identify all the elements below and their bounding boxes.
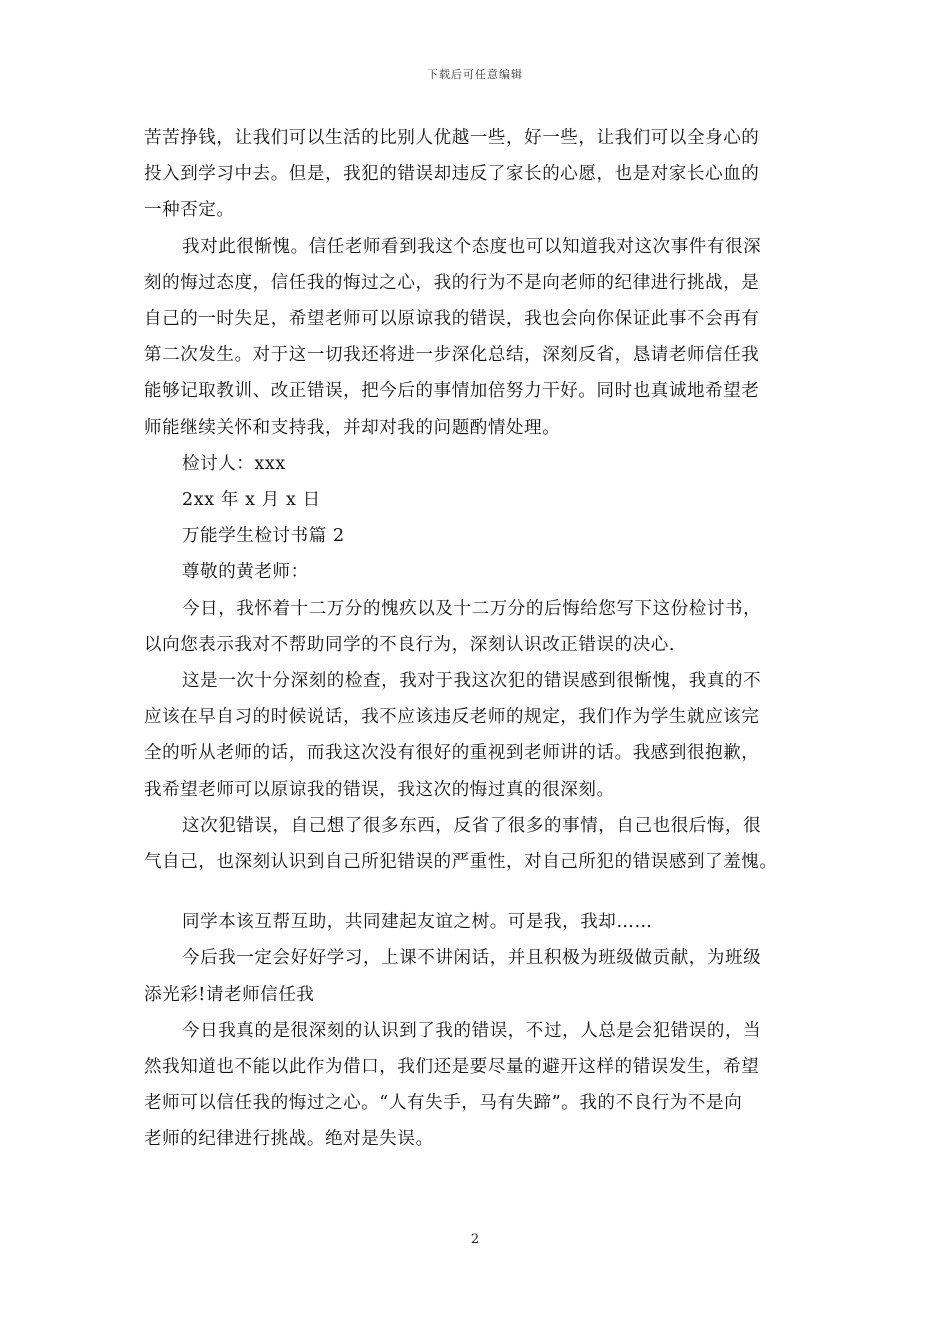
paragraph-4: 这是一次十分深刻的检查，我对于我这次犯的错误感到很惭愧，我真的不 应该在早自习的时候说话，我不应该违反老师的规定，我们作为学生就应该完 全的听从老师的话，而我这次没有很好的重视到老师讲的话。我感到很抱歉， 我希望老师可以原谅我的错误，我这次的悔过真的很深刻。: [144, 671, 762, 800]
paragraph-8: 今日我真的是很深刻的认识到了我的错误，不过，人总是会犯错误的，当 然我知道也不能以此作为借口，我们还是要尽量的避开这样的错误发生，希望 老师可以信任我的悔过之心。“人有失手，马有失蹄”。我的不良行为不是向 老师的纪律进行挑战。绝对是失误。: [144, 1020, 762, 1150]
section-title: 万能学生检讨书篇 2: [182, 526, 345, 547]
document-body: [144, 120, 812, 1158]
paragraph-2: 我对此很惭愧。信任老师看到我这个态度也可以知道我对这次事件有很深 刻的悔过态度，信任我的悔过之心，我的行为不是向老师的纪律进行挑战，是 自己的一时失足，希望老师可以原谅我的错误，我也会向你保证此事不会再有 第二次发生。对于这一切我还将进一步深化总结，深刻反省，恳请老师信任我 能够记取教训、改正错误，把今后的事情加倍努力干好。同时也真诚地希望老 师能继续关怀和支持我，并却对我的问题酌情处理。: [144, 236, 762, 438]
paragraph-5: 这次犯错误，自己想了很多东西，反省了很多的事情，自己也很后悔，很 气自己，也深刻认识到自己所犯错误的严重性，对自己所犯的错误感到了羞愧。: [144, 815, 778, 873]
salutation: 尊敬的黄老师：: [182, 562, 309, 583]
signer-line: 检讨人：xxx: [182, 453, 286, 474]
paragraph-6: 同学本该互帮互助，共同建起友谊之树。可是我，我却……: [182, 912, 653, 933]
paragraph-gap: [144, 880, 812, 904]
page-number: 2: [470, 1232, 480, 1247]
paragraph-1: 苦苦挣钱，让我们可以生活的比别人优越一些，好一些，让我们可以全身心的 投入到学习中去。但是，我犯的错误却违反了家长的心愿，也是对家长心血的 一种否定。: [144, 128, 760, 221]
date-line: 2xx 年 x 月 x 日: [182, 490, 321, 511]
page-header-note: 下载后可任意编辑: [427, 68, 523, 81]
paragraph-3: 今日，我怀着十二万分的愧疚以及十二万分的后悔给您写下这份检讨书， 以向您表示我对不帮助同学的不良行为，深刻认识改正错误的决心.: [144, 598, 762, 655]
paragraph-7: 今后我一定会好好学习，上课不讲闲话，并且积极为班级做贡献，为班级 添光彩!请老师信任我: [144, 948, 762, 1005]
